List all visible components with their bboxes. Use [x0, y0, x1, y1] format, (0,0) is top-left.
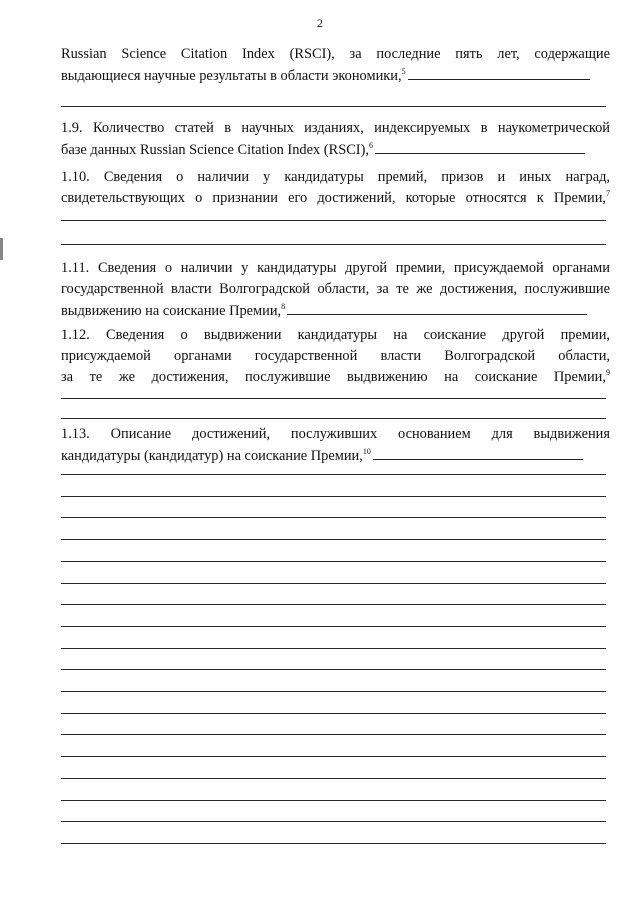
- footnote-ref: 7: [606, 189, 610, 198]
- footnote-ref: 5: [401, 67, 406, 76]
- footnote-ref: 8: [281, 302, 286, 311]
- fill-in-line[interactable]: [61, 583, 606, 584]
- item-line: 1.9. Количество статей в научных изданиях, индексируемых в наукометрической: [61, 120, 610, 136]
- fill-in-line[interactable]: [61, 778, 606, 779]
- fill-in-line[interactable]: [61, 843, 606, 844]
- item-line: 1.10. Сведения о наличии у кандидатуры премий, призов и иных наград,: [61, 169, 610, 185]
- item-1-13: [61, 424, 610, 467]
- item-line: 1.11. Сведения о наличии у кандидатуры другой премии, присуждаемой органами: [61, 260, 610, 276]
- fill-in-line[interactable]: [61, 539, 606, 540]
- fill-in-line[interactable]: [287, 300, 587, 315]
- item-1-9: [61, 118, 610, 161]
- fill-in-line[interactable]: [61, 517, 606, 518]
- item-line: Russian Science Citation Index (RSCI), за последние пять лет, содержащие: [61, 46, 610, 62]
- fill-in-line[interactable]: [61, 800, 606, 801]
- fill-in-line[interactable]: [61, 691, 606, 692]
- item-line: 1.12. Сведения о выдвижении кандидатуры на соискание другой премии,: [61, 327, 610, 343]
- item-line: выдвижению на соискание Премии,$^8$: [61, 300, 610, 322]
- fill-in-line[interactable]: [61, 244, 606, 245]
- scan-edge-mark: [0, 238, 3, 260]
- page-number: 2: [317, 16, 323, 30]
- fill-in-line[interactable]: [61, 648, 606, 649]
- fill-in-line[interactable]: [61, 106, 606, 107]
- fill-in-line[interactable]: [61, 220, 606, 221]
- footnote-ref: 6: [368, 141, 373, 150]
- item-line: за те же достижения, послужившие выдвижению на соискание Премии,$^9$: [61, 368, 610, 385]
- fill-in-line[interactable]: [61, 734, 606, 735]
- item-line: 1.13. Описание достижений, послуживших основанием для выдвижения: [61, 426, 610, 442]
- fill-in-line[interactable]: [408, 65, 590, 80]
- fill-in-line[interactable]: [61, 398, 606, 399]
- item-1-10: [61, 167, 610, 209]
- fill-in-line[interactable]: [61, 821, 606, 822]
- fill-in-line[interactable]: [61, 713, 606, 714]
- item-line: присуждаемой органами государственной власти Волгоградской области,: [61, 348, 610, 364]
- item-line: свидетельствующих о признании его достижений, которые относятся к Премии,$^7$: [61, 189, 610, 206]
- fill-in-line[interactable]: [61, 669, 606, 670]
- item-1-11: [61, 258, 610, 322]
- fill-in-line[interactable]: [373, 445, 583, 460]
- item-line: государственной власти Волгоградской области, за те же достижения, послужившие: [61, 281, 610, 297]
- item-line: выдающиеся научные результаты в области экономики,$^5$: [61, 65, 610, 87]
- fill-in-line[interactable]: [61, 626, 606, 627]
- fill-in-line[interactable]: [61, 474, 606, 475]
- item-line: базе данных Russian Science Citation Index (RSCI),$^6$: [61, 139, 610, 161]
- fill-in-line[interactable]: [61, 756, 606, 757]
- fill-in-line[interactable]: [375, 139, 585, 154]
- fill-in-line[interactable]: [61, 561, 606, 562]
- footnote-ref: 9: [606, 368, 610, 377]
- footnote-ref: 10: [362, 447, 371, 456]
- fill-in-line[interactable]: [61, 418, 606, 419]
- item-1-12: [61, 325, 610, 388]
- fill-in-line[interactable]: [61, 496, 606, 497]
- fill-in-line[interactable]: [61, 604, 606, 605]
- item-rsci-articles: [61, 44, 610, 87]
- item-line: кандидатуры (кандидатур) на соискание Премии,$^{10}$: [61, 445, 610, 467]
